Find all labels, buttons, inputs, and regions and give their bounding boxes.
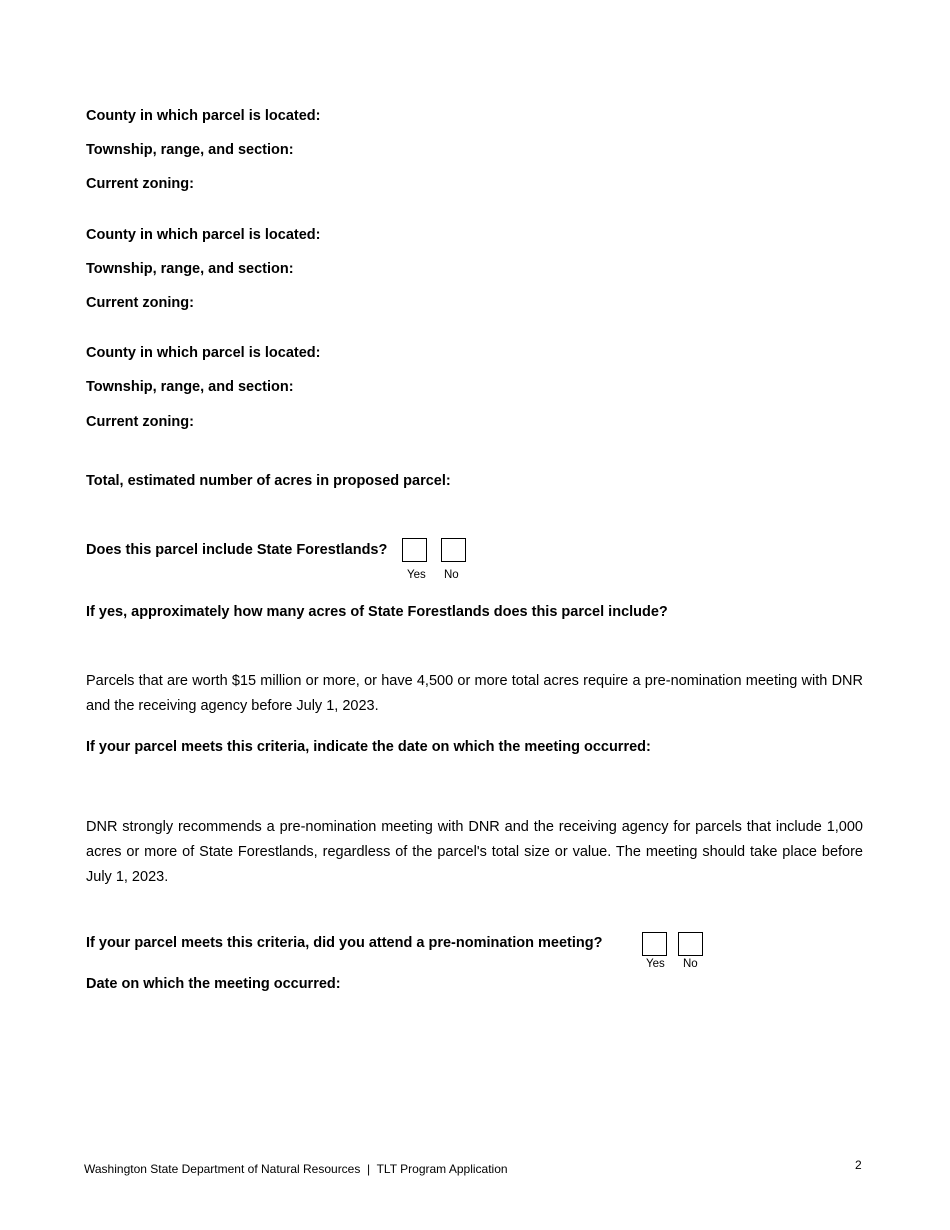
parcel-1-township-label: Township, range, and section:: [86, 142, 294, 158]
prenomination-date-question: If your parcel meets this criteria, indicate the date on which the meeting occurred:: [86, 739, 651, 755]
attend-yes-checkbox[interactable]: [642, 932, 667, 956]
forestlands-acres-question: If yes, approximately how many acres of State Forestlands does this parcel include?: [86, 604, 668, 620]
forestlands-yes-checkbox[interactable]: [402, 538, 427, 562]
total-acres-label: Total, estimated number of acres in proposed parcel:: [86, 473, 451, 489]
forestlands-yes-label: Yes: [407, 569, 426, 581]
attend-yes-label: Yes: [646, 958, 665, 970]
forestlands-question: Does this parcel include State Forestlands?: [86, 542, 388, 558]
parcel-2-zoning-label: Current zoning:: [86, 295, 194, 311]
page-number: 2: [855, 1158, 862, 1172]
attend-no-checkbox[interactable]: [678, 932, 703, 956]
footer-text: Washington State Department of Natural Resources | TLT Program Application: [84, 1162, 508, 1176]
parcel-1-county-label: County in which parcel is located:: [86, 108, 321, 124]
meeting-date-label: Date on which the meeting occurred:: [86, 976, 341, 992]
forestlands-no-label: No: [444, 569, 459, 581]
forestlands-no-checkbox[interactable]: [441, 538, 466, 562]
parcel-1-zoning-label: Current zoning:: [86, 176, 194, 192]
parcel-2-county-label: County in which parcel is located:: [86, 227, 321, 243]
parcel-3-township-label: Township, range, and section:: [86, 379, 294, 395]
prenomination-recommended-paragraph: DNR strongly recommends a pre-nomination meeting with DNR and the receiving agency for parcels that include 1,000 acres or more of State Forestlands, regardless of the parcel's total size or value. The meeting should take place before July 1, 2023.: [86, 819, 863, 885]
attend-no-label: No: [683, 958, 698, 970]
prenomination-required-paragraph: Parcels that are worth $15 million or more, or have 4,500 or more total acres require a pre-nomination meeting with DNR and the receiving agency before July 1, 2023.: [86, 673, 863, 714]
parcel-2-township-label: Township, range, and section:: [86, 261, 294, 277]
prenomination-attend-question: If your parcel meets this criteria, did you attend a pre-nomination meeting?: [86, 935, 603, 951]
parcel-3-zoning-label: Current zoning:: [86, 414, 194, 430]
parcel-3-county-label: County in which parcel is located:: [86, 345, 321, 361]
